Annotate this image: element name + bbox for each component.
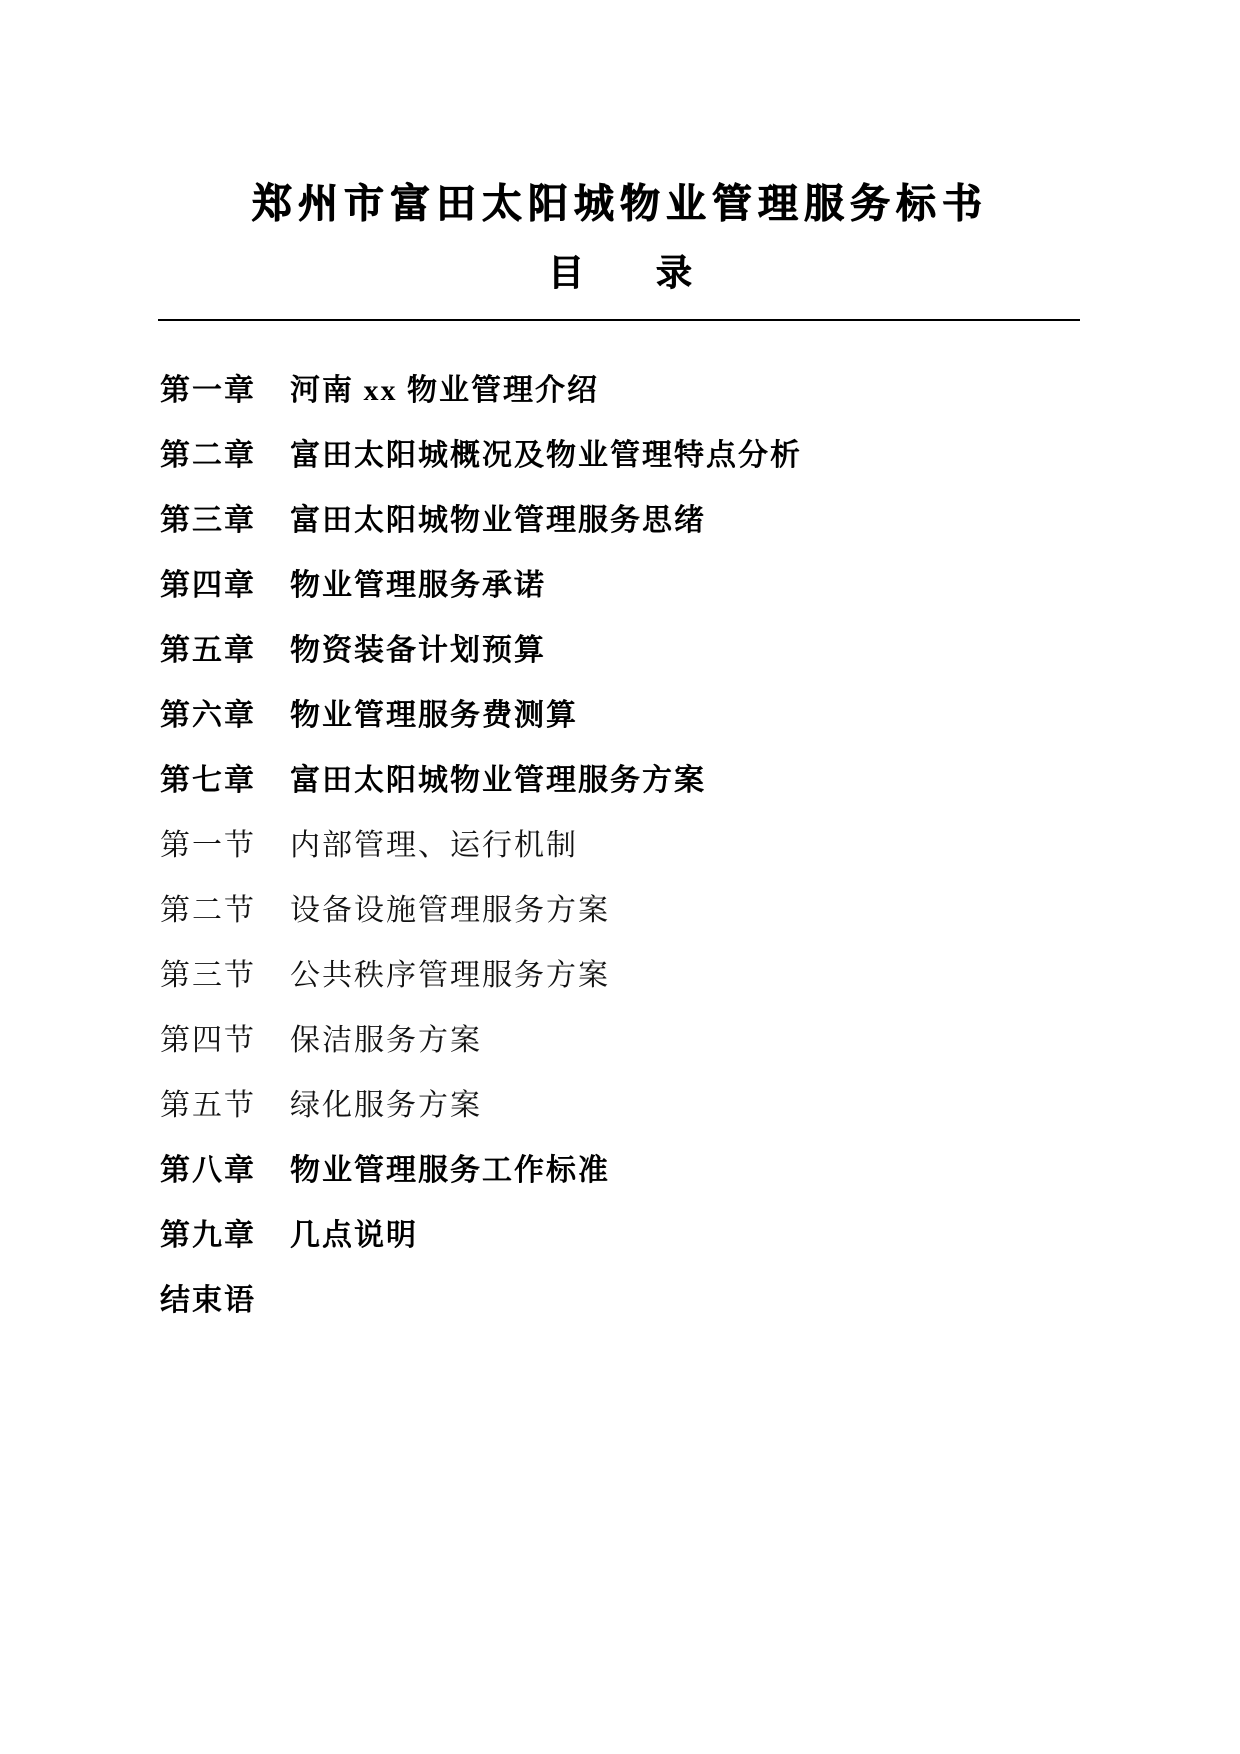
toc-entry-label: 第二章 <box>160 438 256 472</box>
toc-entry-label: 第三章 <box>160 503 256 537</box>
toc-entry-title: 绿化服务方案 <box>290 1088 482 1122</box>
toc-entry-title: 物业管理服务费测算 <box>290 698 578 732</box>
toc-entry-title: 保洁服务方案 <box>290 1023 482 1057</box>
toc-entry <box>160 939 1120 1004</box>
heading-divider-line <box>158 319 1080 321</box>
toc-entry <box>160 1264 1120 1329</box>
toc-entry <box>160 679 1120 744</box>
toc-entry-title: 富田太阳城物业管理服务思绪 <box>290 503 706 537</box>
toc-entry-label: 第五节 <box>160 1088 256 1122</box>
toc-entry <box>160 354 1120 419</box>
toc-entry-label: 第四章 <box>160 568 256 602</box>
toc-entry-label: 第八章 <box>160 1153 256 1187</box>
toc-heading: 目 录 <box>547 253 692 293</box>
toc-entry-label: 第二节 <box>160 893 256 927</box>
toc-entry-title: 设备设施管理服务方案 <box>290 893 610 927</box>
toc-entry <box>160 1199 1120 1264</box>
toc-entry <box>160 1004 1120 1069</box>
toc-entry <box>160 1069 1120 1134</box>
toc-entry <box>160 419 1120 484</box>
toc-entry-title: 河南 xx 物业管理介绍 <box>290 373 599 407</box>
toc-entry <box>160 614 1120 679</box>
document-title: 郑州市富田太阳城物业管理服务标书 <box>252 181 988 226</box>
toc-entry-label: 第九章 <box>160 1218 256 1252</box>
toc-entry-title: 内部管理、运行机制 <box>290 828 578 862</box>
toc-entry-title: 物业管理服务工作标准 <box>290 1153 610 1187</box>
toc-entry-title: 公共秩序管理服务方案 <box>290 958 610 992</box>
toc-entry-label: 第四节 <box>160 1023 256 1057</box>
toc-entry-label: 第七章 <box>160 763 256 797</box>
toc-entry-title: 富田太阳城物业管理服务方案 <box>290 763 706 797</box>
toc-entry-label: 第一章 <box>160 373 256 407</box>
toc-entry-label: 第六章 <box>160 698 256 732</box>
toc-entry-title: 富田太阳城概况及物业管理特点分析 <box>290 438 802 472</box>
toc-entry-label: 第五章 <box>160 633 256 667</box>
toc-entry-label: 结束语 <box>160 1283 256 1317</box>
toc-entry-title: 物业管理服务承诺 <box>290 568 546 602</box>
toc-entry-title: 几点说明 <box>290 1218 418 1252</box>
toc-entry-title: 物资装备计划预算 <box>290 633 546 667</box>
toc-entry <box>160 744 1120 809</box>
toc-entry <box>160 549 1120 614</box>
toc-entry-label: 第三节 <box>160 958 256 992</box>
toc-entry <box>160 1134 1120 1199</box>
toc-entry <box>160 874 1120 939</box>
toc-entry <box>160 484 1120 549</box>
toc-entry <box>160 809 1120 874</box>
toc-list <box>160 354 1120 1329</box>
toc-entry-label: 第一节 <box>160 828 256 862</box>
